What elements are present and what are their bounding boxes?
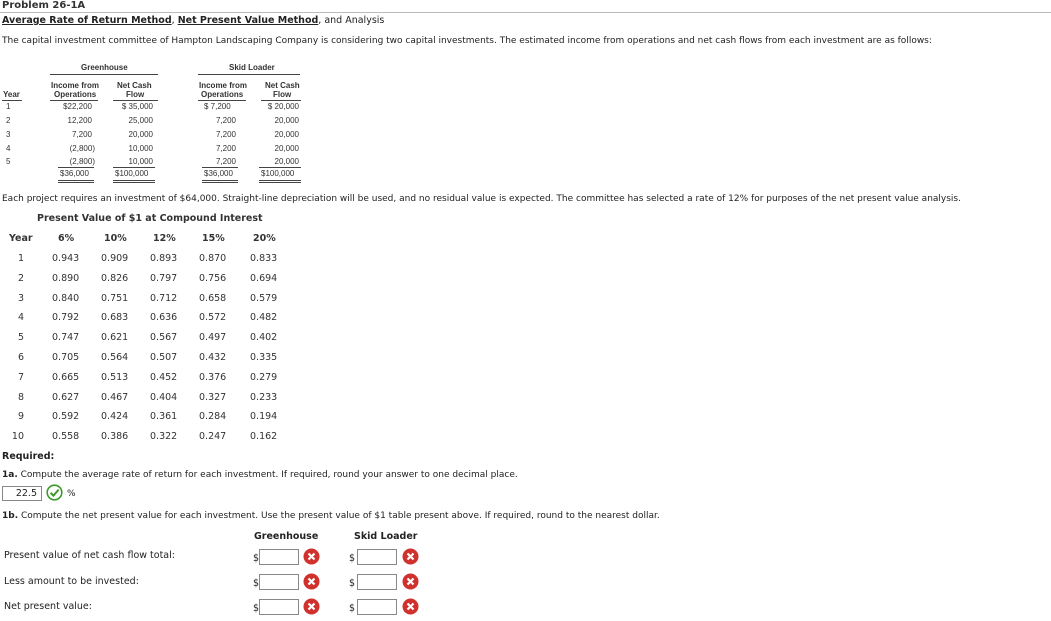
gh-ncf-value: $ 35,000 — [121, 102, 153, 111]
required-heading: Required: — [2, 451, 55, 462]
currency-sign: $ — [253, 578, 260, 589]
cf-year: 2 — [6, 116, 11, 125]
skid-title-rule — [198, 74, 300, 75]
pv-net-cash-flow-label: Present value of net cash flow total: — [4, 550, 175, 561]
pv-factor-cell: 0.636 — [150, 312, 178, 323]
sl-ncf-total-rule — [259, 167, 301, 168]
net-present-value-label: Net present value: — [4, 601, 92, 612]
pv-year-cell: 1 — [17, 253, 24, 264]
problem-title: Problem 26-1A — [2, 0, 86, 11]
sl-ncf-rule — [261, 100, 301, 101]
incorrect-x-icon — [303, 598, 320, 615]
pv-factor-cell: 0.627 — [52, 392, 80, 403]
question-1b — [2, 511, 660, 521]
pv-header-rate: 6% — [58, 233, 75, 244]
currency-sign: $ — [253, 553, 260, 564]
sl-ncf-header-l2: Flow — [273, 90, 292, 99]
pv-year-cell: 9 — [17, 411, 24, 422]
cf-year: 1 — [6, 102, 11, 111]
pv-factor-cell: 0.705 — [52, 352, 80, 363]
cf-year: 4 — [6, 144, 11, 153]
greenhouse-invested-input[interactable] — [259, 574, 299, 590]
pv-factor-cell: 0.909 — [101, 253, 129, 264]
sl-income-header-l2: Operations — [201, 90, 244, 99]
pv-header-rate: 12% — [153, 233, 176, 244]
sl-ncf-double-rule — [259, 180, 301, 183]
gh-income-total: $36,000 — [60, 169, 89, 178]
pv-factor-cell: 0.507 — [150, 352, 178, 363]
currency-sign: $ — [349, 603, 356, 614]
pv-factor-cell: 0.572 — [199, 312, 227, 323]
incorrect-x-icon — [303, 548, 320, 565]
gh-income-value: (2,800) — [69, 144, 95, 153]
gh-ncf-total-rule — [113, 167, 155, 168]
sl-income-value: 7,200 — [215, 144, 236, 153]
correct-check-icon — [46, 484, 63, 501]
investment-description: Each project requires an investment of $64,000. Straight-line depreciation will be used, and no residual value is expected. The committee has selected a rate of 12% for purposes of the net present value analysis. — [2, 194, 961, 204]
gh-ncf-header-l1: Net Cash — [117, 81, 152, 90]
greenhouse-title-rule — [50, 74, 158, 75]
pv-factor-cell: 0.404 — [150, 392, 178, 403]
pv-factor-cell: 0.747 — [52, 332, 80, 343]
question-1a-text: Compute the average rate of return for each investment. If required, round your answer to one decimal place. — [17, 470, 518, 480]
pv-header-year: Year — [9, 233, 33, 244]
gh-ncf-value: 10,000 — [128, 157, 153, 166]
sl-ncf-value: 20,000 — [274, 116, 299, 125]
gh-income-value: 12,200 — [67, 116, 92, 125]
sl-income-total-rule — [202, 167, 238, 168]
sl-income-double-rule — [202, 180, 238, 183]
pv-factor-cell: 0.497 — [199, 332, 227, 343]
pv-factor-cell: 0.452 — [150, 372, 178, 383]
cf-year-header: Year — [3, 90, 20, 99]
incorrect-x-icon — [402, 548, 419, 565]
skid-invested-input[interactable] — [357, 574, 397, 590]
question-1a-tag: 1a. — [2, 470, 18, 480]
pv-header-rate: 20% — [253, 233, 276, 244]
pv-factor-cell: 0.943 — [52, 253, 80, 264]
sl-ncf-value: $ 20,000 — [267, 102, 299, 111]
sl-income-value: 7,200 — [215, 157, 236, 166]
pv-year-cell: 7 — [17, 372, 24, 383]
pv-factor-cell: 0.327 — [199, 392, 227, 403]
pv-factor-cell: 0.247 — [199, 431, 227, 442]
currency-sign: $ — [349, 578, 356, 589]
gh-income-header-l2: Operations — [54, 90, 97, 99]
pv-factor-cell: 0.482 — [250, 312, 278, 323]
currency-sign: $ — [253, 603, 260, 614]
skid-pv-total-input[interactable] — [357, 549, 397, 565]
gh-ncf-total: $100,000 — [115, 169, 149, 178]
gh-income-header-l1: Income from — [51, 81, 100, 90]
pv-factor-cell: 0.694 — [250, 273, 278, 284]
gh-income-value: (2,800) — [69, 157, 95, 166]
skid-loader-column-header: Skid Loader — [354, 531, 418, 542]
pv-factor-cell: 0.833 — [250, 253, 278, 264]
pv-factor-cell: 0.424 — [101, 411, 129, 422]
pv-header-rate: 15% — [202, 233, 225, 244]
pv-header-rate: 10% — [104, 233, 127, 244]
pv-factor-cell: 0.621 — [101, 332, 129, 343]
pv-factor-cell: 0.756 — [199, 273, 227, 284]
pv-factor-cell: 0.683 — [101, 312, 129, 323]
pv-factor-cell: 0.376 — [199, 372, 227, 383]
average-rate-input[interactable]: 22.5 — [2, 486, 42, 501]
pv-factor-cell: 0.194 — [250, 411, 278, 422]
gh-income-total-rule — [58, 167, 94, 168]
skid-npv-input[interactable] — [357, 599, 397, 615]
pv-factor-cell: 0.386 — [101, 431, 129, 442]
pv-factor-cell: 0.558 — [52, 431, 80, 442]
sl-ncf-header-l1: Net Cash — [265, 81, 300, 90]
pv-factor-cell: 0.402 — [250, 332, 278, 343]
pv-year-cell: 6 — [17, 352, 24, 363]
gh-ncf-double-rule — [113, 180, 155, 183]
question-1b-text: Compute the net present value for each investment. Use the present value of $1 table present above. If required, round to the nearest dollar. — [18, 511, 660, 521]
pv-year-cell: 8 — [17, 392, 24, 403]
year-header-rule — [2, 100, 22, 101]
currency-sign: $ — [349, 553, 356, 564]
sl-ncf-value: 20,000 — [274, 157, 299, 166]
gh-income-value: $22,200 — [63, 102, 92, 111]
greenhouse-npv-input[interactable] — [259, 599, 299, 615]
cf-year: 3 — [6, 130, 11, 139]
gh-ncf-value: 10,000 — [128, 144, 153, 153]
sl-income-value: 7,200 — [215, 116, 236, 125]
greenhouse-column-header: Greenhouse — [254, 531, 319, 542]
pv-factor-cell: 0.792 — [52, 312, 80, 323]
pv-factor-cell: 0.658 — [199, 293, 227, 304]
pv-table-title: Present Value of $1 at Compound Interest — [37, 213, 263, 224]
sl-income-value: 7,200 — [215, 130, 236, 139]
pv-factor-cell: 0.592 — [52, 411, 80, 422]
greenhouse-title: Greenhouse — [81, 63, 128, 72]
pv-year-cell: 4 — [17, 312, 24, 323]
pv-factor-cell: 0.826 — [101, 273, 129, 284]
gh-income-value: 7,200 — [71, 130, 92, 139]
subtitle-separator: , — [171, 15, 178, 26]
pv-factor-cell: 0.751 — [101, 293, 129, 304]
intro-text: The capital investment committee of Hampton Landscaping Company is considering two capital investments. The estimated income from operations and net cash flows from each investment are as follows: — [2, 36, 932, 46]
incorrect-x-icon — [402, 598, 419, 615]
pv-factor-cell: 0.567 — [150, 332, 178, 343]
gh-ncf-value: 20,000 — [128, 130, 153, 139]
cf-year: 5 — [6, 157, 11, 166]
subtitle-method-b: Net Present Value Method — [177, 15, 319, 26]
subtitle-tail: , and Analysis — [318, 15, 385, 26]
sl-ncf-value: 20,000 — [274, 130, 299, 139]
sl-income-rule — [198, 100, 246, 101]
incorrect-x-icon — [402, 573, 419, 590]
percent-unit: % — [67, 489, 76, 499]
sl-income-value: $ 7,200 — [204, 102, 231, 111]
question-1b-tag: 1b. — [2, 511, 19, 521]
title-divider — [0, 12, 1051, 13]
pv-factor-cell: 0.162 — [250, 431, 278, 442]
pv-factor-cell: 0.233 — [250, 392, 278, 403]
pv-factor-cell: 0.665 — [52, 372, 80, 383]
pv-factor-cell: 0.335 — [250, 352, 278, 363]
pv-factor-cell: 0.797 — [150, 273, 178, 284]
gh-income-double-rule — [58, 180, 94, 183]
pv-factor-cell: 0.564 — [101, 352, 129, 363]
gh-income-rule — [50, 100, 98, 101]
gh-ncf-value: 25,000 — [128, 116, 153, 125]
sl-ncf-value: 20,000 — [274, 144, 299, 153]
subtitle-method-a: Average Rate of Return Method — [2, 15, 172, 26]
pv-factor-cell: 0.840 — [52, 293, 80, 304]
pv-factor-cell: 0.893 — [150, 253, 178, 264]
pv-factor-cell: 0.513 — [101, 372, 129, 383]
pv-factor-cell: 0.432 — [199, 352, 227, 363]
sl-income-total: $36,000 — [204, 169, 233, 178]
pv-factor-cell: 0.579 — [250, 293, 278, 304]
pv-factor-cell: 0.322 — [150, 431, 178, 442]
greenhouse-pv-total-input[interactable] — [259, 549, 299, 565]
pv-factor-cell: 0.284 — [199, 411, 227, 422]
question-1a — [2, 470, 518, 480]
amount-invested-label: Less amount to be invested: — [4, 576, 139, 587]
pv-year-cell: 5 — [17, 332, 24, 343]
skid-title: Skid Loader — [229, 63, 275, 72]
sl-ncf-total: $100,000 — [261, 169, 295, 178]
pv-year-cell: 3 — [17, 293, 24, 304]
pv-year-cell: 2 — [17, 273, 24, 284]
pv-factor-cell: 0.870 — [199, 253, 227, 264]
gh-ncf-rule — [113, 100, 158, 101]
pv-year-cell: 10 — [11, 431, 24, 442]
pv-factor-cell: 0.467 — [101, 392, 129, 403]
incorrect-x-icon — [303, 573, 320, 590]
pv-factor-cell: 0.890 — [52, 273, 80, 284]
pv-factor-cell: 0.279 — [250, 372, 278, 383]
pv-factor-cell: 0.712 — [150, 293, 178, 304]
pv-factor-cell: 0.361 — [150, 411, 178, 422]
sl-income-header-l1: Income from — [199, 81, 248, 90]
gh-ncf-header-l2: Flow — [126, 90, 145, 99]
problem-subtitle — [2, 15, 384, 26]
